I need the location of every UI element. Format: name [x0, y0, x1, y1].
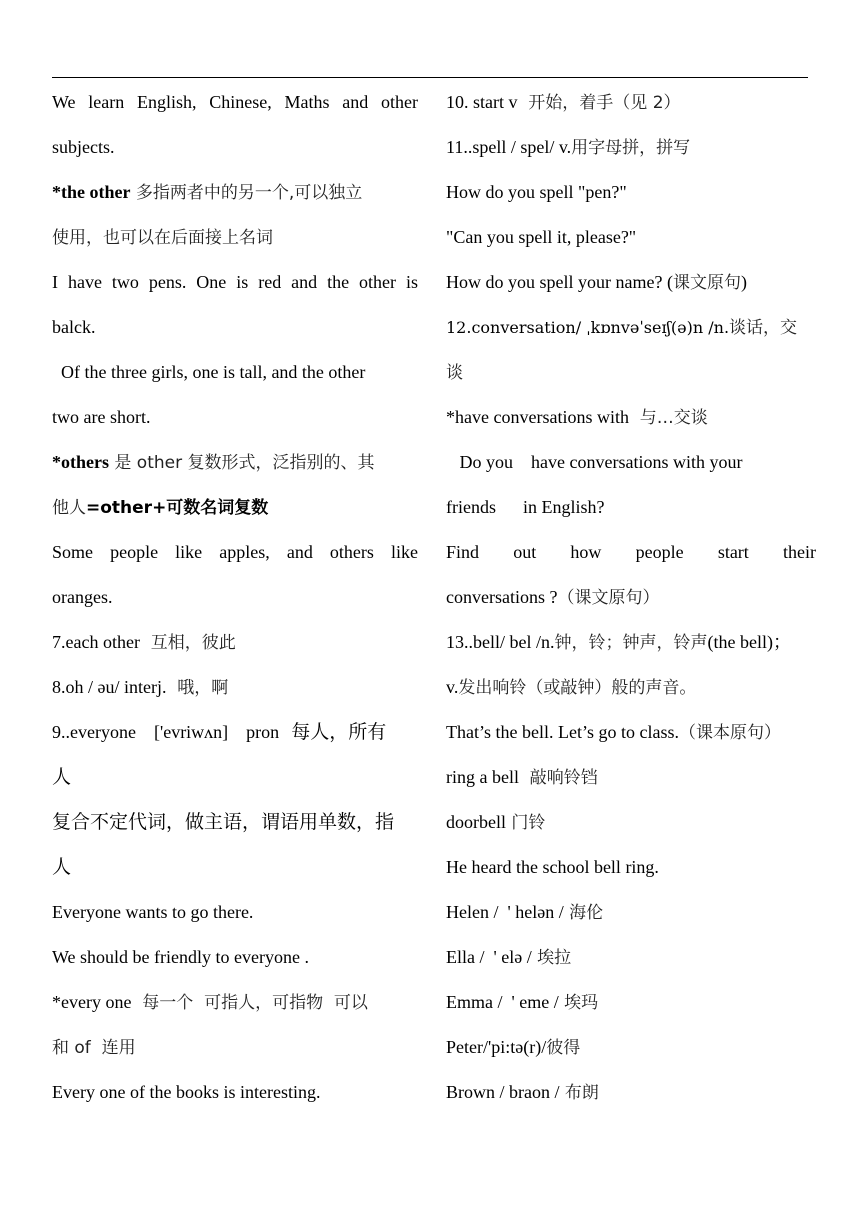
left-column: [52, 80, 418, 1115]
line-text: 埃玛: [558, 993, 599, 1013]
line-text: How do you spell "pen?": [446, 182, 627, 202]
text-line: [52, 530, 418, 575]
text-line: [446, 170, 816, 215]
line-text: v.: [446, 677, 459, 697]
line-text: 9..everyone ['evriwʌn] pron: [52, 722, 280, 742]
line-text: oranges.: [52, 587, 113, 607]
line-text: *every one: [52, 992, 132, 1012]
text-line: [446, 1070, 816, 1115]
line-text: 开始，着手（见 2）: [517, 93, 681, 113]
line-text: 8.oh / əu/ interj.: [52, 677, 167, 697]
text-line: [446, 215, 816, 260]
line-text: 彼得: [546, 1038, 581, 1058]
text-line: [446, 575, 816, 620]
text-line: [446, 260, 816, 305]
text-line: [52, 1070, 418, 1115]
text-line: [446, 350, 816, 395]
text-line: [52, 755, 418, 800]
text-line: [446, 755, 816, 800]
line-text: 哦，啊: [166, 678, 229, 698]
line-text: Of the three girls, one is tall, and the other: [52, 362, 366, 382]
line-text: 用字母拼，拼写: [571, 138, 691, 158]
line-text: ring a bell: [446, 767, 519, 787]
line-text: 和 of: [52, 1038, 91, 1058]
text-line: [446, 485, 816, 530]
text-line: [52, 260, 418, 305]
line-text: Do you have conversations with your: [446, 452, 743, 472]
right-column: [446, 80, 816, 1115]
line-text: 门铃: [506, 813, 546, 833]
line-text: *have conversations with: [446, 407, 629, 427]
line-text: 人: [52, 856, 72, 878]
line-text: 连用: [90, 1038, 136, 1058]
line-text: How do you spell your name? (: [446, 272, 673, 292]
text-line: [52, 665, 418, 710]
text-line: [446, 620, 816, 665]
line-text: 发出响铃（或敲钟）般的声音。: [458, 678, 697, 698]
text-line: [52, 305, 418, 350]
text-line: [446, 845, 816, 890]
line-text: 人: [52, 766, 72, 788]
line-text: balck.: [52, 317, 96, 337]
line-text: 是 other 复数形式，泛指别的、其: [109, 453, 375, 473]
text-line: [52, 215, 418, 260]
line-text: We should be friendly to everyone .: [52, 947, 309, 967]
line-text: Helen / ' helən /: [446, 902, 564, 922]
line-text: friends in English?: [446, 497, 605, 517]
line-text: Find out how people start their: [446, 542, 816, 562]
text-line: [446, 1025, 816, 1070]
line-text: "Can you spell it, please?": [446, 227, 637, 247]
text-line: [52, 395, 418, 440]
line-text: 10. start v: [446, 92, 518, 112]
line-text: 敲响铃铛: [518, 768, 598, 788]
text-line: [52, 170, 418, 215]
text-line: [52, 890, 418, 935]
text-line: [52, 710, 418, 755]
line-text: That’s the bell. Let’s go to class.: [446, 722, 679, 742]
term-others: *others: [52, 452, 109, 472]
term-the-other: *the other: [52, 182, 131, 202]
line-text: 谈话，交: [729, 318, 798, 338]
text-line: [52, 1025, 418, 1070]
line-text: 12.conversation/ ˌkɒnvəˈseɪʃ(ə)n /n.: [446, 318, 730, 337]
header-rule: [52, 77, 808, 78]
text-line: [446, 530, 816, 575]
line-text: 11..spell / spel/ v.: [446, 137, 572, 157]
line-text: 课文原句: [672, 273, 741, 293]
line-text: 与…交谈: [628, 408, 708, 428]
text-line: [52, 80, 418, 125]
line-text: 互相，彼此: [139, 633, 236, 653]
text-line: [446, 980, 816, 1025]
text-line: [446, 800, 816, 845]
text-line: [446, 710, 816, 755]
line-text: 每一个 可指人，可指物 可以: [131, 993, 368, 1013]
text-line: [446, 440, 816, 485]
line-text: 谈: [446, 363, 463, 383]
line-text: 13..bell/ bel /n.: [446, 632, 555, 652]
line-text: Brown / braon /: [446, 1082, 560, 1102]
line-text: （课本原句）: [678, 723, 781, 743]
text-line: [446, 935, 816, 980]
line-text: （课文原句）: [557, 588, 660, 608]
text-line: [446, 80, 816, 125]
line-text: Emma / ' eme /: [446, 992, 559, 1012]
line-text: I have two pens. One is red and the other is: [52, 272, 418, 292]
line-text: two are short.: [52, 407, 151, 427]
text-line: [446, 665, 816, 710]
line-text: ): [740, 272, 747, 292]
line-text: 海伦: [563, 903, 604, 923]
line-text: He heard the school bell ring.: [446, 857, 659, 877]
line-text: We learn English, Chinese, Maths and other: [52, 92, 418, 112]
text-line: [52, 485, 418, 530]
text-line: [446, 395, 816, 440]
line-text: subjects.: [52, 137, 115, 157]
text-line: [52, 620, 418, 665]
line-text: conversations ?: [446, 587, 558, 607]
line-text: (the bell)；: [707, 632, 791, 652]
line-text: Some people like apples, and others like: [52, 542, 418, 562]
text-line: [52, 575, 418, 620]
line-text: 复合不定代词，做主语，谓语用单数，指: [52, 811, 395, 833]
text-line: [446, 305, 816, 350]
line-text: 多指两者中的另一个,可以独立: [130, 183, 363, 203]
formula-text: =other+可数名词复数: [86, 498, 269, 518]
text-line: [52, 845, 418, 890]
line-text: 布朗: [559, 1083, 599, 1103]
line-text: 使用，也可以在后面接上名词: [52, 228, 273, 248]
text-line: [52, 350, 418, 395]
text-line: [52, 125, 418, 170]
line-text: Everyone wants to go there.: [52, 902, 254, 922]
line-text: Peter/'pi:tə(r)/: [446, 1037, 547, 1057]
line-text: 埃拉: [531, 948, 572, 968]
text-line: [446, 125, 816, 170]
line-text: 钟，铃；钟声，铃声: [554, 633, 708, 653]
line-text: 每人，所有: [279, 721, 387, 743]
line-text: doorbell: [446, 812, 506, 832]
line-text: 7.each other: [52, 632, 140, 652]
text-line: [446, 890, 816, 935]
line-text: 他人: [52, 498, 86, 518]
text-line: [52, 800, 418, 845]
text-line: [52, 440, 418, 485]
line-text: Every one of the books is interesting.: [52, 1082, 321, 1102]
text-line: [52, 980, 418, 1025]
line-text: Ella / ' elə /: [446, 947, 532, 967]
text-line: [52, 935, 418, 980]
